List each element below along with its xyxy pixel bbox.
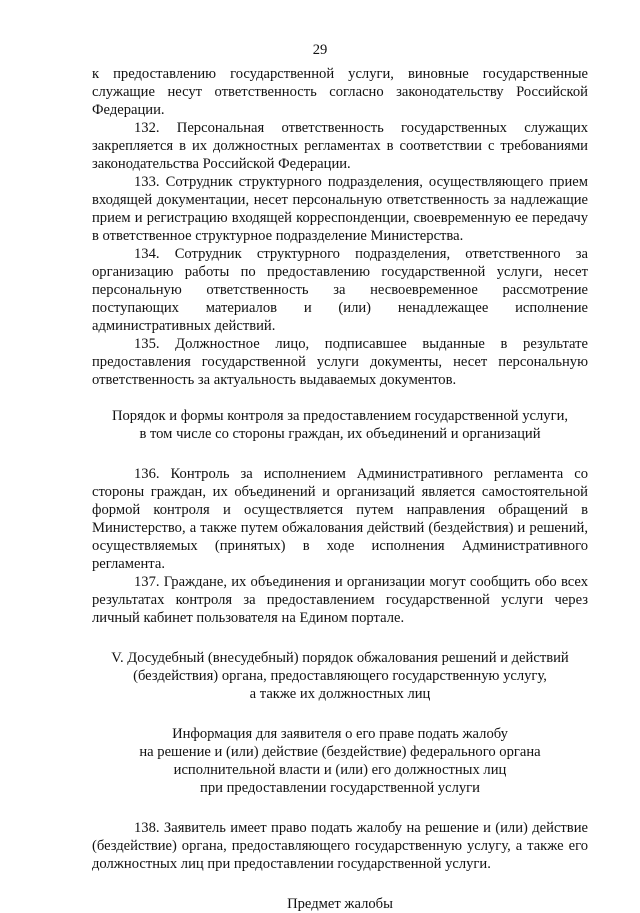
heading-control: [92, 407, 588, 443]
heading-info-line: Информация для заявителя о его праве подать жалобу: [172, 726, 508, 742]
paragraph-137: 137. Граждане, их объединения и организации могут сообщить обо всех результатах контроля за предоставлением государственной услуги через личный кабинет пользователя на Едином портале.: [92, 574, 588, 626]
heading-info-line: исполнительной власти и (или) его должностных лиц: [173, 762, 507, 778]
heading-control-line: Порядок и формы контроля за предоставлением государственной услуги,: [111, 408, 569, 424]
heading-control-line: в том числе со стороны граждан, их объединений и организаций: [139, 426, 541, 442]
paragraph-133: 133. Сотрудник структурного подразделения, осуществляющего прием входящей документации, несет персональную ответственность за надлежащие прием и регистрацию входящей корреспонденции, своевременную ее передачу в ответственное структурное подразделение Министерства.: [92, 174, 588, 244]
heading-info-line: на решение и (или) действие (бездействие) федерального органа: [139, 744, 541, 760]
paragraph-138: 138. Заявитель имеет право подать жалобу на решение и (или) действие (бездействие) органа, предоставляющего государственную услугу, а также его должностных лиц при предоставлении государственной услуги.: [92, 820, 588, 872]
paragraph-continuation: к предоставлению государственной услуги, виновные государственные служащие несут ответственность согласно законодательству Российской Федерации.: [92, 66, 588, 118]
section-v-line: (бездействия) органа, предоставляющего государственную услугу,: [133, 668, 547, 684]
heading-info-line: при предоставлении государственной услуги: [200, 780, 480, 796]
paragraph-134: 134. Сотрудник структурного подразделения, ответственного за организацию работы по предоставлению государственной услуги, несет персональную ответственность за несвоевременное рассмотрение поступающих материалов и (или) ненадлежащее исполнение административных действий.: [92, 246, 588, 334]
document-body: [92, 65, 588, 913]
section-v-line: V. Досудебный (внесудебный) порядок обжалования решений и действий: [111, 650, 569, 666]
heading-info: [92, 725, 588, 797]
heading-subject: Предмет жалобы: [287, 896, 393, 912]
paragraph-132: 132. Персональная ответственность государственных служащих закрепляется в их должностных регламентах в соответствии с требованиями законодательства Российской Федерации.: [92, 120, 588, 172]
section-v-heading: [92, 649, 588, 703]
paragraph-136: 136. Контроль за исполнением Административного регламента со стороны граждан, их объединений и организаций является самостоятельной формой контроля и осуществляется путем направления обращений в Министерство, а также путем обжалования действий (бездействия) и решений, осуществляемых (принятых) в ходе исполнения Административного регламента.: [92, 466, 588, 572]
section-control-body: [92, 465, 588, 627]
page-number: 29: [312, 42, 328, 58]
section-v-line: а также их должностных лиц: [249, 686, 431, 702]
paragraph-135: 135. Должностное лицо, подписавшее выданные в результате предоставления государственной услуги документы, несет персональную ответственность за актуальность выдаваемых документов.: [92, 336, 588, 388]
